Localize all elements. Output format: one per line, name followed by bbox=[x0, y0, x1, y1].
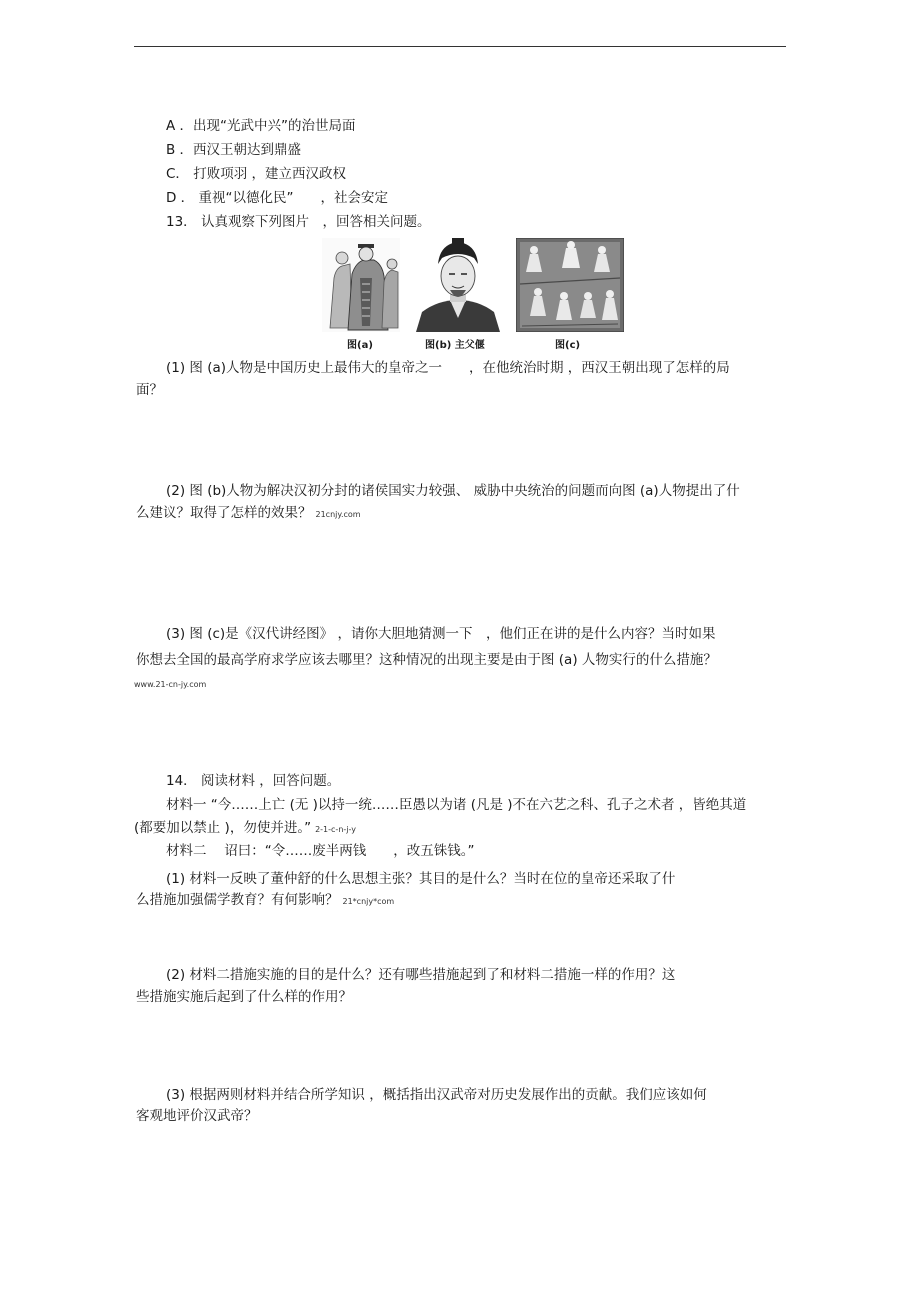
q13-sub3-line1: (3) 图 (c)是《汉代讲经图》 ，请你大胆地猜测一下 ，他们正在讲的是什么内容？当时如果 bbox=[166, 626, 716, 642]
option-a: A ．出现“光武中兴”的治世局面 bbox=[166, 118, 356, 134]
question-13-stem: 13． 认真观察下列图片 ，回答相关问题。 bbox=[166, 214, 431, 230]
figure-c-lecture-relief-image bbox=[516, 238, 624, 332]
q13-sub3-line2: 你想去全国的最高学府求学应该去哪里？这种情况的出现主要是由于图 (a) 人物实行的什么措施？ bbox=[136, 652, 717, 668]
option-b: B ．西汉王朝达到鼎盛 bbox=[166, 142, 302, 158]
q13-sub2-line2 bbox=[136, 504, 361, 524]
q13-sub1-line2: 面？ bbox=[136, 382, 163, 398]
q14-sub1-text: 么措施加强儒学教育？有何影响？ bbox=[136, 892, 339, 908]
figure-a-emperor-image bbox=[322, 238, 400, 332]
q14-sub2-line1: (2) 材料二措施实施的目的是什么？还有哪些措施起到了和材料二措施一样的作用？这 bbox=[166, 967, 676, 983]
q13-sub2-text: 么建议？取得了怎样的效果？ bbox=[136, 505, 312, 521]
q14-sub3-line2: 客观地评价汉武帝？ bbox=[136, 1108, 258, 1124]
watermark-www-21cnjy: www.21-cn-jy.com bbox=[134, 680, 207, 689]
q14-sub1-line1: (1) 材料一反映了董仲舒的什么思想主张？其目的是什么？当时在位的皇帝还采取了什 bbox=[166, 871, 676, 887]
watermark-21cnjy: 21cnjy.com bbox=[315, 510, 361, 519]
q14-material1-line1: 材料一 “今……上亡 (无 )以持一统……臣愚以为诸 (凡是 )不在六艺之科、孔子之术者 ，皆绝其道 bbox=[166, 797, 747, 813]
option-d: D ． 重视“以德化民” ，社会安定 bbox=[166, 190, 388, 206]
figure-b-portrait-image bbox=[416, 238, 500, 332]
option-c: C． 打败项羽 ，建立西汉政权 bbox=[166, 166, 347, 182]
q14-material1-text: (都要加以禁止 )，勿使并进。” bbox=[134, 820, 312, 836]
watermark-21-cnjy-com: 21*cnjy*com bbox=[342, 897, 395, 906]
q13-sub2-line1: (2) 图 (b)人物为解决汉初分封的诸侯国实力较强、 威胁中央统治的问题而向图 (a)人物提出了什 bbox=[166, 483, 740, 499]
q14-material1-line2 bbox=[134, 819, 356, 839]
header-rule bbox=[134, 46, 786, 47]
q13-sub1-line1: (1) 图 (a)人物是中国历史上最伟大的皇帝之一 ，在他统治时期 ，西汉王朝出现了怎样的局 bbox=[166, 360, 730, 376]
caption-figure-c: 图(c) bbox=[555, 340, 581, 351]
q14-sub1-line2 bbox=[136, 891, 394, 911]
question-14-stem: 14． 阅读材料 ，回答问题。 bbox=[166, 773, 341, 789]
q14-material2: 材料二 诏曰：“令……废半两钱 ，改五铢钱。” bbox=[166, 843, 475, 859]
caption-figure-b: 图(b) 主父偃 bbox=[425, 340, 485, 351]
q14-sub2-line2: 些措施实施后起到了什么样的作用？ bbox=[136, 989, 352, 1005]
watermark-2-1-c-n-j-y: 2-1-c-n-j-y bbox=[315, 825, 356, 834]
q14-sub3-line1: (3) 根据两则材料并结合所学知识 ，概括指出汉武帝对历史发展作出的贡献。我们应该如何 bbox=[166, 1087, 707, 1103]
caption-figure-a: 图(a) bbox=[347, 340, 373, 351]
